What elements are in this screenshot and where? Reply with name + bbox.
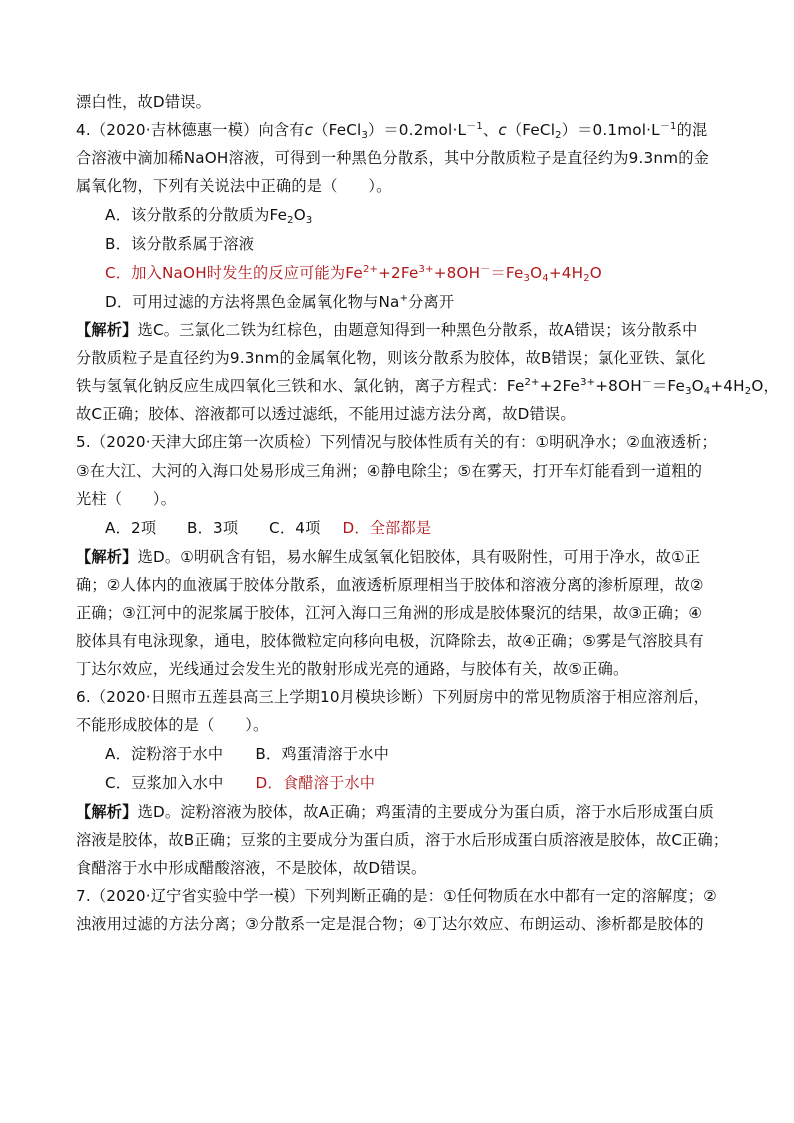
- superscript: －1: [659, 121, 677, 132]
- subscript: 4: [542, 273, 549, 284]
- text-run: O，: [751, 377, 779, 395]
- superscript: 2+: [362, 264, 379, 275]
- text-line: 光柱（ ）。: [76, 490, 177, 508]
- text-run: 分离开: [408, 293, 455, 311]
- superscript: 2+: [524, 377, 540, 388]
- text-run: +2Fe: [539, 377, 581, 395]
- subscript: 2: [583, 273, 590, 284]
- text-run: C．豆浆加入水中: [105, 774, 224, 792]
- text-run: c: [498, 121, 507, 139]
- text-run: ＝Fe: [490, 264, 524, 282]
- text-run: 铁与氢氧化钠反应生成四氧化三铁和水、氯化钠，离子方程式：Fe: [76, 377, 525, 395]
- superscript: 3+: [580, 377, 596, 388]
- superscript: －: [641, 377, 653, 388]
- analysis-4-equation-line: [76, 376, 779, 396]
- analysis-tag: 【解析】: [76, 548, 138, 566]
- text-line: 确；②人体内的血液属于胶体分散系，血液透析原理相当于胶体和溶液分离的渗析原理，故②: [76, 576, 704, 594]
- text-run: O: [293, 206, 306, 224]
- text-line: 属氧化物，下列有关说法中正确的是（ ）。: [76, 177, 392, 195]
- text-run: C．加入NaOH时发生的反应可能为Fe: [105, 264, 363, 282]
- text-run: +4H: [710, 377, 745, 395]
- text-line: 故C正确；胶体、溶液都可以透过滤纸，不能用过滤方法分离，故D错误。: [76, 405, 576, 423]
- subscript: 3: [685, 386, 692, 397]
- text-run: D．可用过滤的方法将黑色金属氧化物与Na: [105, 293, 400, 311]
- analysis-4-line: [76, 320, 698, 340]
- subscript: 2: [555, 130, 562, 141]
- analysis-6-line: [76, 802, 714, 822]
- text-run: （FeCl: [506, 121, 556, 139]
- text-run: （FeCl: [313, 121, 362, 139]
- text-run: ＝Fe: [652, 377, 686, 395]
- superscript: －1: [466, 121, 483, 132]
- question-7-stem: 7.（2020·辽宁省实验中学一模）下列判断正确的是：①任何物质在水中都有一定的溶解度；②: [76, 887, 717, 905]
- text-line: 丁达尔效应，光线通过会发生光的散射形成光亮的通路，与胶体有关，故⑤正确。: [76, 660, 629, 678]
- text-run: c: [304, 121, 314, 139]
- text-run: 选D。①明矾含有铝，易水解生成氢氧化铝胶体，具有吸附性，可用于净水，故①正: [137, 548, 701, 566]
- question-4-option-c-answer: [105, 263, 602, 283]
- text-line: 食醋溶于水中形成醋酸溶液，不是胶体，故D错误。: [76, 859, 427, 877]
- text-run: 4.（2020·吉林德惠一模）向含有: [76, 121, 305, 139]
- question-6-stem: 6.（2020·日照市五莲县高三上学期10月模块诊断）下列厨房中的常见物质溶于相应溶剂后，: [76, 688, 710, 706]
- subscript: 3: [523, 273, 531, 284]
- question-5-options: [105, 518, 431, 538]
- text-run: +8OH: [595, 377, 642, 395]
- text-run: O: [589, 264, 602, 282]
- answer-option: D．全部都是: [342, 519, 432, 537]
- text-run: 选C。三氯化二铁为红棕色，由题意知得到一种黑色分散系，故A错误；该分散系中: [137, 321, 698, 339]
- text-line: 漂白性，故D错误。: [76, 93, 211, 111]
- text-line: 浊液用过滤的方法分离；③分散系一定是混合物；④丁达尔效应、布朗运动、渗析都是胶体的: [76, 915, 704, 933]
- analysis-tag: 【解析】: [76, 321, 138, 339]
- text-line: 正确；③江河中的泥浆属于胶体，江河入海口三角洲的形成是胶体聚沉的结果，故③正确；④: [76, 604, 703, 622]
- text-line: 溶液是胶体，故B正确；豆浆的主要成分为蛋白质，溶于水后形成蛋白质溶液是胶体，故C正确；: [76, 831, 729, 849]
- text-line: ③在大江、大河的入海口处易形成三角洲；④静电除尘；⑤在雾天，打开车灯能看到一道粗的: [76, 462, 703, 480]
- text-run: 、: [482, 121, 499, 139]
- question-6-options-ab: [105, 744, 389, 764]
- text-run: +2Fe: [378, 264, 419, 282]
- text-run: A．2项 B．3项 C．4项: [105, 519, 321, 537]
- question-6-options-cd: [105, 773, 375, 793]
- question-5-stem: 5.（2020·天津大邱庄第一次质检）下列情况与胶体性质有关的有：①明矾净水；②血液透析；: [76, 433, 717, 451]
- subscript: 3: [361, 130, 369, 141]
- text-run: +4H: [548, 264, 584, 282]
- text-run: O: [691, 377, 704, 395]
- text-run: ）＝0.1mol·L: [561, 121, 660, 139]
- text-run: O: [530, 264, 543, 282]
- question-4-option-d: [105, 292, 454, 312]
- superscript: +: [399, 293, 409, 304]
- text-line: 合溶液中滴加稀NaOH溶液，可得到一种黑色分散系，其中分散质粒子是直径约为9.3nm的金: [76, 149, 709, 167]
- subscript: 3: [305, 215, 313, 226]
- text-run: B．鸡蛋清溶于水中: [255, 745, 390, 763]
- text-line: 分散质粒子是直径约为9.3nm的金属氧化物，则该分散系为胶体，故B错误；氯化亚铁、氯化: [76, 349, 706, 367]
- text-run: ）＝0.2mol·L: [368, 121, 467, 139]
- subscript: 4: [703, 386, 711, 397]
- analysis-tag: 【解析】: [76, 803, 138, 821]
- superscript: －: [480, 264, 491, 275]
- question-4-option-a: [105, 205, 312, 225]
- question-4-option-b: B．该分散系属于溶液: [105, 235, 255, 253]
- text-run: A．该分散系的分散质为Fe: [105, 206, 288, 224]
- answer-option: D．食醋溶于水中: [255, 774, 376, 792]
- subscript: 2: [744, 386, 752, 397]
- superscript: 3+: [418, 264, 434, 275]
- text-line: 胶体具有电泳现象，通电，胶体微粒定向移向电极，沉降除去，故④正确；⑤雾是气溶胶具有: [76, 632, 704, 650]
- text-run: +8OH: [433, 264, 481, 282]
- analysis-5-line: [76, 547, 700, 567]
- text-run: A．淀粉溶于水中: [105, 745, 224, 763]
- subscript: 2: [287, 215, 294, 226]
- text-run: 的混: [676, 121, 708, 139]
- text-line: 不能形成胶体的是（ ）。: [76, 716, 269, 734]
- question-4-stem: [76, 120, 707, 140]
- text-run: 选D。淀粉溶液为胶体，故A正确；鸡蛋清的主要成分为蛋白质，溶于水后形成蛋白质: [137, 803, 714, 821]
